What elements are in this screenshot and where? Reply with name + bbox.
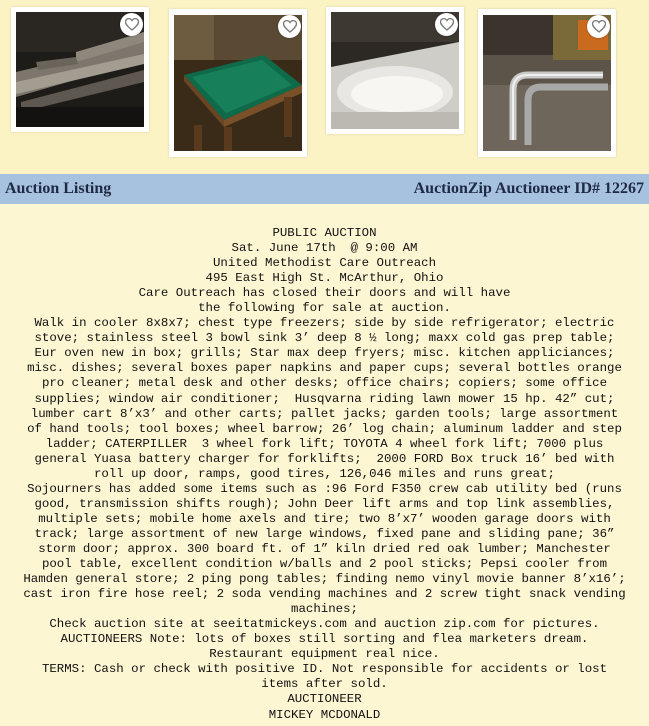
photo-gallery <box>0 0 649 174</box>
listing-line: AUCTIONEER <box>287 692 362 707</box>
listing-line: cast iron fire hose reel; 2 soda vending machines and 2 screw tight snack vending <box>23 587 626 602</box>
listing-line: Walk in cooler 8x8x7; chest type freezers; side by side refrigerator; electric <box>34 316 615 331</box>
listing-line: AUCTIONEERS Note: lots of boxes still sorting and flea marketers dream. <box>60 632 589 647</box>
favorite-heart-button-2[interactable] <box>278 15 301 38</box>
photo-thumbnail-3[interactable] <box>326 7 464 134</box>
listing-line: of hand tools; tool boxes; wheel barrow; 26’ log chain; aluminum ladder and step <box>27 421 622 436</box>
listing-line: machines; <box>291 602 358 617</box>
favorite-heart-button-1[interactable] <box>120 13 143 36</box>
listing-line: United Methodist Care Outreach <box>212 256 437 271</box>
listing-line: lumber cart 8’x3’ and other carts; pallet jacks; garden tools; large assortment <box>30 406 619 421</box>
listing-line: PUBLIC AUCTION <box>272 226 377 240</box>
photo-thumbnail-1[interactable] <box>11 7 149 132</box>
listing-line: MICKEY MCDONALD <box>268 707 381 722</box>
listing-line: ladder; CATERPILLER 3 wheel fork lift; TOYOTA 4 wheel fork lift; 7000 plus <box>45 436 604 451</box>
listing-line: Restaurant equipment real nice. <box>209 647 440 662</box>
heart-icon <box>283 20 297 33</box>
listing-line: supplies; window air conditioner; Husqvarna riding lawn mower 15 hp. 42” cut; <box>34 391 615 406</box>
listing-line: Care Outreach has closed their doors and will have <box>138 286 511 301</box>
listing-line: Check auction site at seeitatmickeys.com and auction zip.com for pictures. <box>49 617 600 632</box>
listing-line: roll up door, ramps, good tires, 126,046 miles and runs great; <box>93 466 555 481</box>
favorite-heart-button-4[interactable] <box>587 15 610 38</box>
listing-line: Sojourners has added some items such as :96 Ford F350 crew cab utility bed (runs <box>27 481 622 496</box>
listing-line: Sat. June 17th @ 9:00 AM <box>231 241 418 256</box>
listing-title: Auction Listing <box>5 180 112 197</box>
heart-icon <box>440 18 454 31</box>
auction-listing-text <box>0 226 649 723</box>
heart-icon <box>592 20 606 33</box>
auctioneer-id: AuctionZip Auctioneer ID# 12267 <box>413 180 644 197</box>
listing-line: pro cleaner; metal desk and other desks; office chairs; copiers; some office <box>41 376 608 391</box>
listing-line: stove; stainless steel 3 bowl sink 3’ deep 8 ½ long; maxx cold gas prep table; <box>34 331 615 346</box>
listing-line: items after sold. <box>261 677 388 692</box>
listing-line: storm door; approx. 300 board ft. of 1” kiln dried red oak lumber; Manchester <box>38 541 611 556</box>
listing-line: misc. dishes; several boxes paper napkins and paper cups; several bottles orange <box>27 361 622 376</box>
photo-thumbnail-2[interactable] <box>169 9 307 157</box>
listing-line: good, transmission shifts rough); John Deer lift arms and top link assemblies, <box>34 496 615 511</box>
listing-line: multiple sets; mobile home axels and tire; two 8’x7’ wooden garage doors with <box>38 511 611 526</box>
listing-line: general Yuasa battery charger for forklifts; 2000 FORD Box truck 16’ bed with <box>34 451 615 466</box>
favorite-heart-button-3[interactable] <box>435 13 458 36</box>
listing-line: 495 East High St. McArthur, Ohio <box>205 271 444 286</box>
listing-line: TERMS: Cash or check with positive ID. Not responsible for accidents or lost <box>41 662 608 677</box>
listing-line: Hamden general store; 2 ping pong tables; finding nemo vinyl movie banner 8’x16’; <box>23 572 626 587</box>
listing-line: the following for sale at auction. <box>198 301 451 316</box>
listing-line: track; large assortment of new large windows, fixed pane and sliding pane; 36” <box>34 526 615 541</box>
photo-thumbnail-4[interactable] <box>478 9 616 157</box>
listing-header-bar <box>0 174 649 204</box>
listing-line: pool table, excellent condition w/balls and 2 pool sticks; Pepsi cooler from <box>41 557 608 572</box>
listing-line: Eur oven new in box; grills; Star max deep fryers; misc. kitchen appliciances; <box>34 346 615 361</box>
heart-icon <box>125 18 139 31</box>
